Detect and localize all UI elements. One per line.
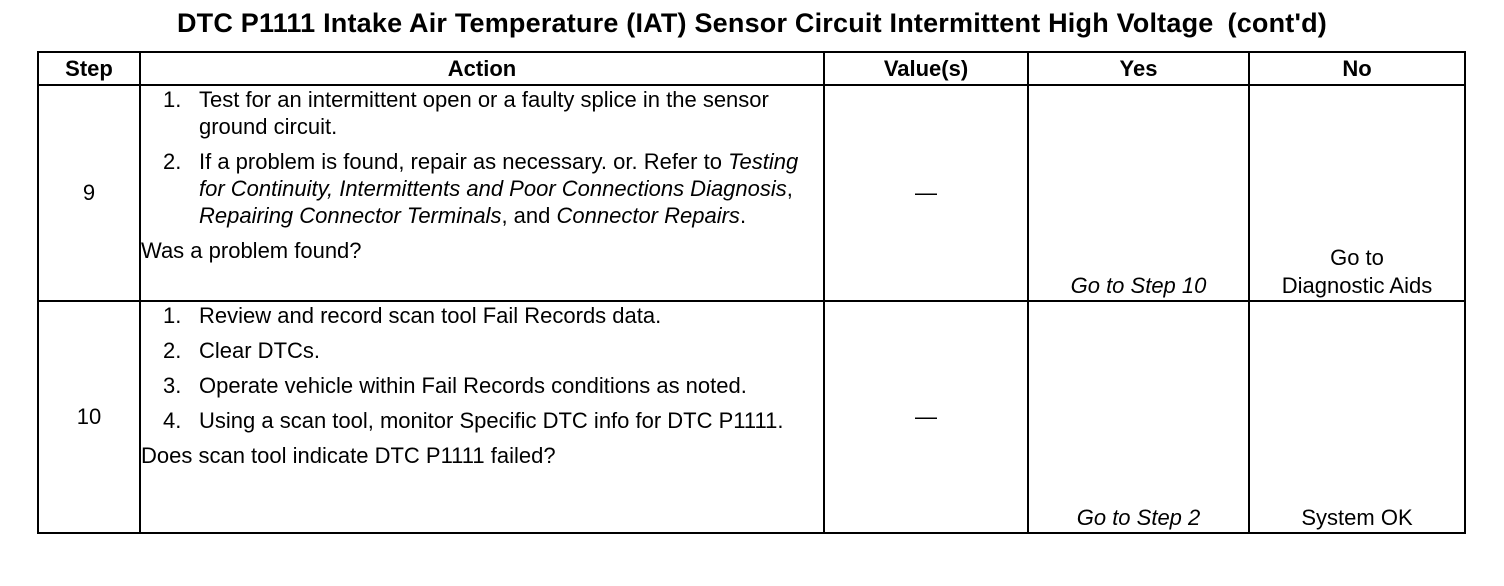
action-number: 1. xyxy=(163,87,182,112)
reference-repairing-connector-terminals: Repairing Connector Terminals xyxy=(199,203,502,228)
action-text: Clear DTCs. xyxy=(199,338,321,363)
value-cell: — xyxy=(824,301,1028,533)
no-line: Diagnostic Aids xyxy=(1281,273,1433,298)
header-no: No xyxy=(1249,52,1465,85)
action-text: Review and record scan tool Fail Records data. xyxy=(199,303,662,328)
action-text: Operate vehicle within Fail Records conditions as noted. xyxy=(199,373,747,398)
title-suffix: (cont'd) xyxy=(1227,8,1327,38)
yes-cell: Go to Step 2 xyxy=(1028,301,1249,533)
value-cell: — xyxy=(824,85,1028,301)
header-yes: Yes xyxy=(1028,52,1249,85)
action-number: 1. xyxy=(163,303,182,328)
no-cell: System OK xyxy=(1249,301,1465,533)
page-title xyxy=(0,8,1504,39)
step-question: Was a problem found? xyxy=(141,238,362,263)
header-row xyxy=(38,52,1465,85)
no-line: Go to xyxy=(1330,245,1384,270)
action-item xyxy=(141,302,823,329)
step-number: 10 xyxy=(38,301,140,533)
action-item xyxy=(141,337,823,364)
no-cell xyxy=(1249,85,1465,301)
reference-connector-repairs: Connector Repairs xyxy=(556,203,740,228)
yes-cell: Go to Step 10 xyxy=(1028,85,1249,301)
action-item xyxy=(141,86,823,140)
header-step: Step xyxy=(38,52,140,85)
action-cell xyxy=(140,85,824,301)
action-text: . xyxy=(739,203,747,228)
header-values: Value(s) xyxy=(824,52,1028,85)
step-question: Does scan tool indicate DTC P1111 failed? xyxy=(141,443,556,468)
action-item xyxy=(141,148,823,229)
action-text: , xyxy=(786,176,793,201)
title-text: DTC P1111 Intake Air Temperature (IAT) Sensor Circuit Intermittent High Voltage xyxy=(176,8,1214,38)
action-text: Using a scan tool, monitor Specific DTC info for DTC P1111. xyxy=(199,408,784,433)
table-row-step-9 xyxy=(38,85,1465,301)
action-text: Test for an intermittent open or a faulty splice in the sensor ground circuit. xyxy=(199,87,769,139)
action-number: 4. xyxy=(163,408,182,433)
action-item xyxy=(141,372,823,399)
reference-continuity-diagnosis: Testing for Continuity, Intermittents and Poor Connections Diagnosis xyxy=(199,149,799,201)
header-action: Action xyxy=(140,52,824,85)
action-text: If a problem is found, repair as necessary. or. Refer to xyxy=(199,149,729,174)
action-text: , and xyxy=(501,203,557,228)
action-number: 3. xyxy=(163,373,182,398)
step-number: 9 xyxy=(38,85,140,301)
action-number: 2. xyxy=(163,149,182,174)
action-item xyxy=(141,407,823,434)
table-row-step-10 xyxy=(38,301,1465,533)
diagnostic-table xyxy=(37,51,1466,534)
action-number: 2. xyxy=(163,338,182,363)
action-cell xyxy=(140,301,824,533)
